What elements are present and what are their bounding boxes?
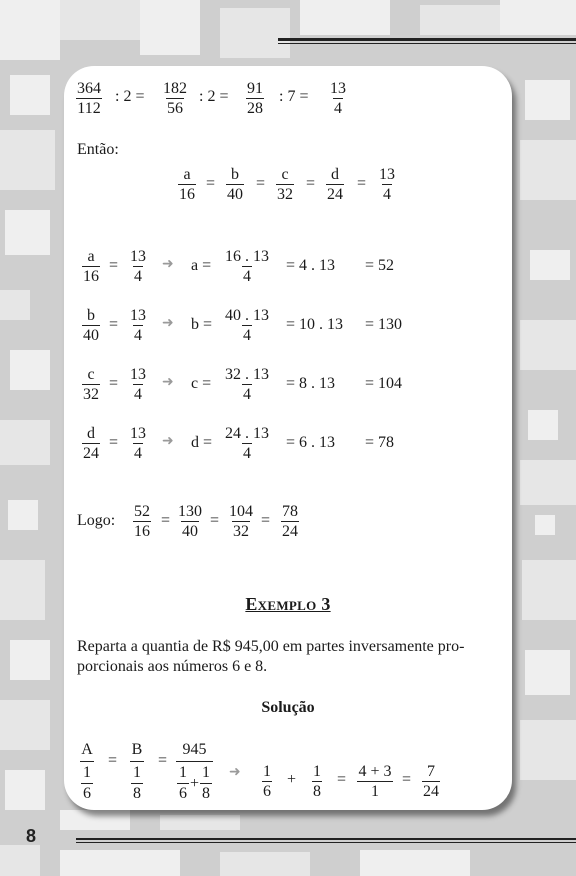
operator: : 7 = — [279, 88, 309, 105]
operator: : 2 = — [199, 88, 229, 105]
equals: = — [357, 175, 367, 192]
fraction: $\frac{91}{28}$ — [247, 80, 263, 117]
arrow-right-icon: ➜ — [162, 433, 174, 449]
fraction: $\frac{13}{4}$ — [130, 366, 146, 403]
fraction: $\frac{c}{32}$ — [83, 366, 99, 403]
equals: = — [109, 375, 119, 392]
bottom-rule — [76, 834, 576, 848]
arrow-right-icon: ➜ — [162, 315, 174, 331]
equals: = — [109, 257, 119, 274]
fraction: $\frac{1}{8}$ — [313, 763, 321, 800]
solution-title: Solução — [261, 699, 315, 716]
fraction: $\frac{104}{32}$ — [229, 503, 253, 540]
fraction: $\frac{24 . 13}{4}$ — [225, 425, 269, 462]
logo-label: Logo: — [77, 512, 116, 529]
fraction: $\frac{32 . 13}{4}$ — [225, 366, 269, 403]
fraction: $\frac{13}{4}$ — [330, 80, 346, 117]
equals: = — [261, 512, 271, 529]
equals: = — [210, 512, 220, 529]
fraction: $\frac{4 + 3}{1}$ — [358, 763, 392, 800]
fraction: $\frac{c}{32}$ — [277, 166, 293, 203]
step: = 6 . 13 — [286, 434, 336, 451]
result: = 52 — [365, 257, 395, 274]
compound-fraction: A 1 6 — [81, 741, 93, 802]
equals: = — [206, 175, 216, 192]
fraction: $\frac{13}{4}$ — [130, 248, 146, 285]
arrow-right-icon: ➜ — [162, 374, 174, 390]
variable-label: c = — [191, 375, 212, 392]
result: = 104 — [365, 375, 403, 392]
fraction: $\frac{d}{24}$ — [327, 166, 343, 203]
fraction: $\frac{52}{16}$ — [134, 503, 150, 540]
arrow-right-icon: ➜ — [229, 764, 241, 780]
fraction: $\frac{40 . 13}{4}$ — [225, 307, 269, 344]
fraction: $\frac{130}{40}$ — [178, 503, 202, 540]
step: = 8 . 13 — [286, 375, 336, 392]
equals: = — [109, 316, 119, 333]
page-number: 8 — [26, 826, 37, 846]
fraction: $\frac{d}{24}$ — [83, 425, 99, 462]
operator: : 2 = — [115, 88, 145, 105]
fraction: $\frac{16 . 13}{4}$ — [225, 248, 269, 285]
fraction: $\frac{a}{16}$ — [83, 248, 99, 285]
equals: = — [306, 175, 316, 192]
result: = 78 — [365, 434, 395, 451]
problem-text: Reparta a quantia de R$ 945,00 em partes inversamente pro- porcionais aos números 6 e 8. — [77, 638, 465, 675]
step: = 4 . 13 — [286, 257, 336, 274]
variable-label: b = — [191, 316, 213, 333]
fraction: $\frac{13}{4}$ — [130, 425, 146, 462]
equals: = — [109, 434, 119, 451]
compound-fraction: B 1 8 — [131, 741, 143, 802]
fraction: $\frac{1}{6}$ — [263, 763, 271, 800]
entao-label: Então: — [77, 141, 119, 158]
equals: = — [256, 175, 266, 192]
variable-label: d = — [191, 434, 213, 451]
fraction: $\frac{7}{24}$ — [423, 763, 439, 800]
fraction: $\frac{a}{16}$ — [179, 166, 195, 203]
result: = 130 — [365, 316, 403, 333]
fraction: $\frac{364}{112}$ — [77, 80, 101, 117]
compound-fraction: 945 1 6 + $\frac{1}{8}$ — [176, 740, 213, 804]
equals: = — [161, 512, 171, 529]
step: = 10 . 13 — [286, 316, 344, 333]
fraction: $\frac{182}{56}$ — [163, 80, 187, 117]
example-title: Exemplo 3 — [245, 594, 331, 614]
fraction: $\frac{13}{4}$ — [379, 166, 395, 203]
arrow-right-icon: ➜ — [162, 256, 174, 272]
fraction: $\frac{78}{24}$ — [282, 503, 298, 540]
variable-label: a = — [191, 257, 212, 274]
fraction: $\frac{b}{40}$ — [83, 307, 99, 344]
top-rule — [278, 38, 576, 46]
fraction: $\frac{b}{40}$ — [227, 166, 243, 203]
fraction: $\frac{13}{4}$ — [130, 307, 146, 344]
